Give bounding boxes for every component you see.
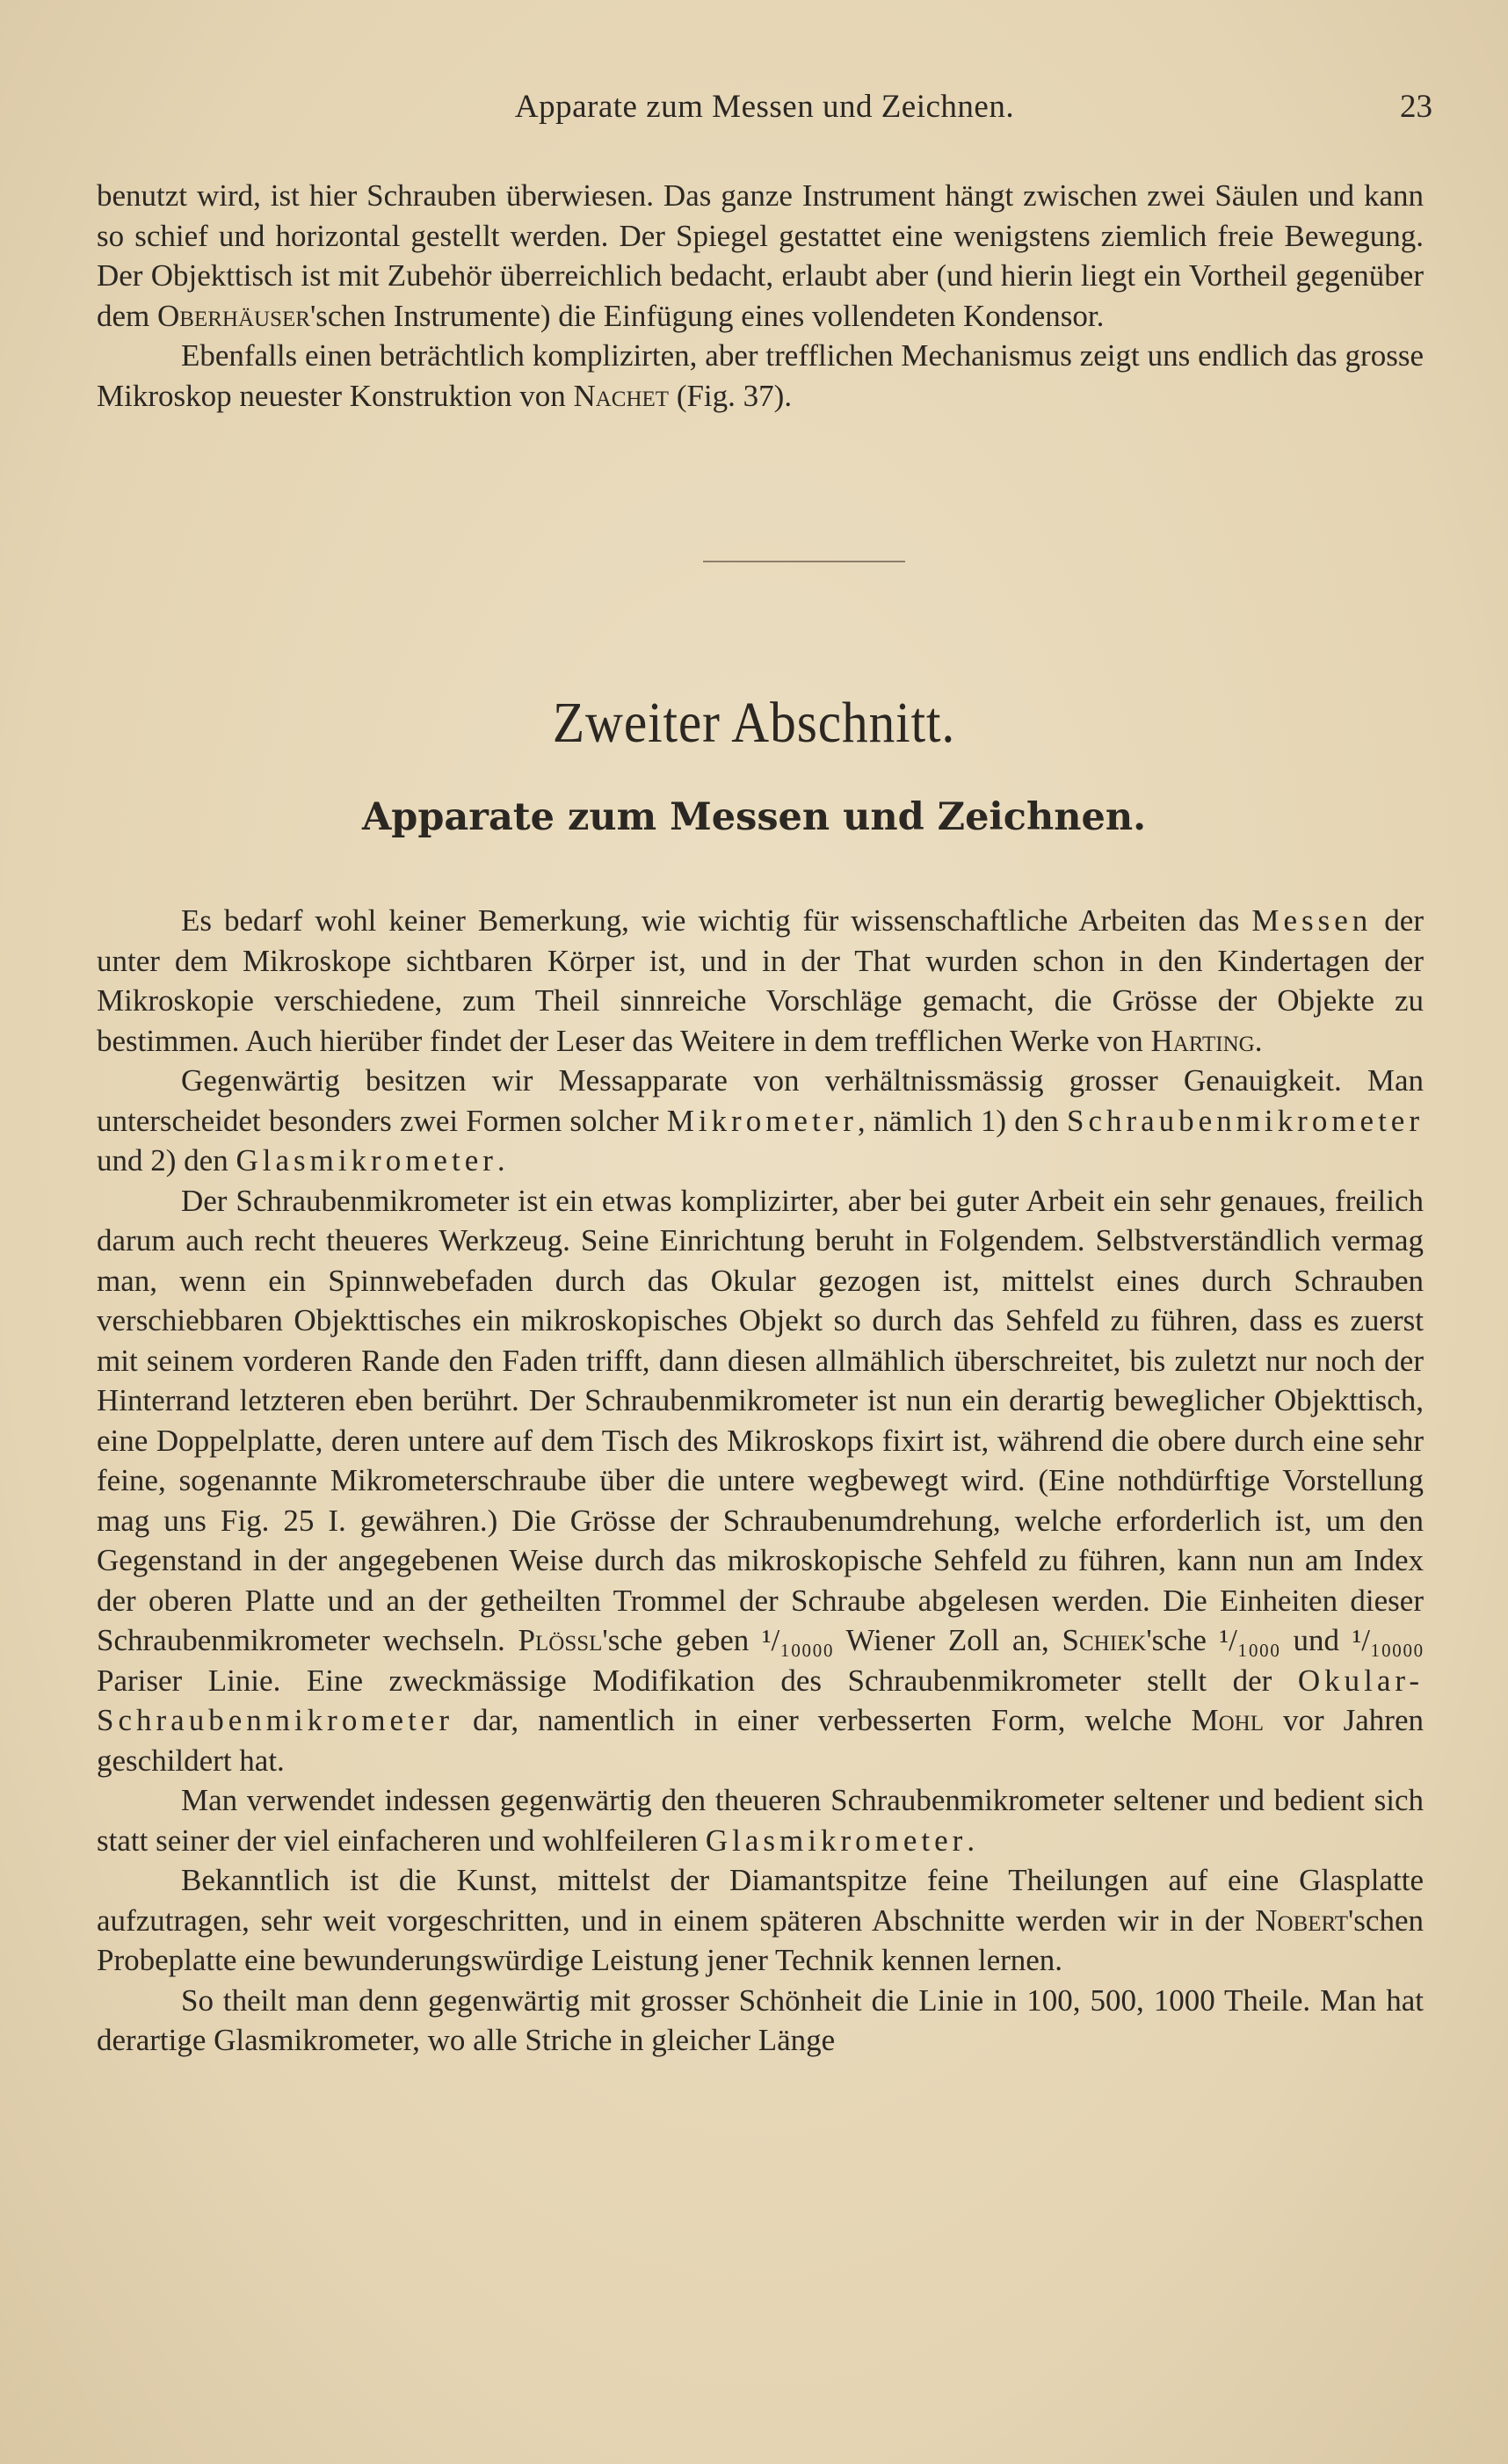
paragraph-continuation bbox=[97, 176, 1424, 336]
text-run: . bbox=[1254, 1023, 1263, 1058]
text-run: Es bedarf wohl keiner Bemerkung, wie wichtig für wissenschaftliche Arbeiten das bbox=[181, 903, 1252, 938]
text-run: Ebenfalls einen beträchtlich komplizirten, aber trefflichen Mechanismus zeigt uns endlich das grosse Mikroskop neuester Konstruktion von bbox=[97, 338, 1424, 413]
paragraph bbox=[97, 901, 1424, 1061]
text-run: und bbox=[1280, 1623, 1352, 1657]
text-run: Man verwendet indessen gegenwärtig den theueren Schraubenmikrometer seltener und bedient sich statt seiner der viel einfacheren und wohlfeileren bbox=[97, 1783, 1424, 1858]
section-subtitle: Apparate zum Messen und Zeichnen. bbox=[361, 795, 1147, 839]
spaced-term: Glasmikrometer bbox=[236, 1143, 497, 1178]
paragraph bbox=[97, 1061, 1424, 1181]
text-run: 'sche geben bbox=[602, 1623, 763, 1657]
paragraph: So theilt man denn gegenwärtig mit grosser Schönheit die Linie in 100, 500, 1000 Theile. Man hat derartige Glasmikrometer, wo alle Striche in gleicher Länge bbox=[97, 1982, 1424, 2057]
spaced-term: Mikrometer bbox=[666, 1103, 858, 1138]
text-run: benutzt wird, ist hier Schrauben überwiesen. Das ganze Instrument hängt zwischen zwei Säulen und kann so schief und horizontal gestellt werden. Der Spiegel gestattet eine wenigstens ziemlich freie Bewegung. Der Objekttisch ist mit Zubehör überreichlich bedacht, erlaubt aber (und hierin liegt ein Vortheil gegenüber dem bbox=[97, 178, 1424, 333]
text-run: der unter dem Mikroskope sichtbaren Körper ist, und in der That wurden schon in den Kindertagen der Mikroskopie verschiedene, zum Theil sinnreiche Vorschläge gemacht, die Grösse der Objekte zu bestimmen. Auch hierüber findet der Leser das Weitere in dem trefflichen Werke von bbox=[97, 903, 1424, 1058]
text-run: . bbox=[967, 1823, 975, 1858]
author-name: Oberhäuser bbox=[157, 298, 310, 333]
paragraph bbox=[97, 1181, 1424, 1781]
author-name: Nachet bbox=[573, 378, 670, 413]
paragraph bbox=[97, 1780, 1424, 1860]
author-name: Mohl bbox=[1191, 1703, 1264, 1737]
text-run: Wiener Zoll an, bbox=[833, 1623, 1062, 1657]
text-run: und 2) den bbox=[97, 1143, 236, 1178]
page-header bbox=[97, 88, 1432, 141]
author-name: Harting bbox=[1150, 1023, 1255, 1058]
fraction: ¹/₁₀₀₀₀ bbox=[762, 1623, 834, 1657]
spaced-term: Glasmikrometer bbox=[705, 1823, 968, 1858]
text-run: 'schen Probeplatte eine bewunderungswürdige Leistung jener Technik kennen lernen. bbox=[97, 1902, 1424, 1977]
spaced-term: Messen bbox=[1251, 903, 1373, 938]
spaced-term: Schraubenmikrometer bbox=[1066, 1103, 1424, 1138]
text-run: Gegenwärtig besitzen wir Messapparate von verhältnissmässig grosser Genauigkeit. Man unterscheidet besonders zwei Formen solcher bbox=[97, 1063, 1424, 1138]
paragraph bbox=[97, 1860, 1424, 1981]
fraction: ¹/₁₀₀₀ bbox=[1219, 1623, 1280, 1657]
text-run: 'sche bbox=[1146, 1623, 1220, 1657]
page-number: 23 bbox=[1400, 89, 1432, 125]
top-text-block bbox=[97, 176, 1424, 416]
section-divider bbox=[703, 561, 905, 562]
text-run: vor Jahren geschildert hat. bbox=[97, 1703, 1424, 1778]
spaced-term: Okular-Schraubenmikrometer bbox=[97, 1663, 1424, 1737]
text-run: dar, namentlich in einer verbesserten Form, welche bbox=[453, 1703, 1192, 1737]
author-name: Nobert bbox=[1255, 1902, 1348, 1938]
body-text bbox=[97, 901, 1424, 2061]
fraction: ¹/₁₀₀₀₀ bbox=[1352, 1623, 1425, 1657]
author-name: Schiek bbox=[1062, 1623, 1147, 1657]
text-run: Der Schraubenmikrometer ist ein etwas komplizirter, aber bei guter Arbeit ein sehr genaues, freilich darum auch recht theueres Werkzeug. Seine Einrichtung beruht in Folgendem. Selbstverständlich vermag man, wenn ein Spinnwebefaden durch das Okular gezogen ist, mittelst eines durch Schrauben verschiebbaren Objekttisches ein mikroskopisches Objekt so durch das Sehfeld zu führen, dass es zuerst mit seinem vorderen Rande den Faden trifft, dann diesen allmählich überschreitet, bis zuletzt nur noch der Hinterrand letzteren eben berührt. Der Schraubenmikrometer ist nun ein derartig beweglicher Objekttisch, eine Doppelplatte, deren untere auf dem Tisch des Mikroskops fixirt ist, während die obere durch eine sehr feine, sogenannte Mikrometerschraube über die untere wegbewegt wird. (Eine nothdürftige Vorstellung mag uns Fig. 25 I. gewähren.) Die Grösse der Schraubenumdrehung, welche erforderlich ist, um den Gegenstand in der angegebenen Weise durch das mikroskopische Sehfeld zu führen, kann nun am Index der oberen Platte und an der getheilten Trommel der Schraube abgelesen werden. Die Einheiten dieser Schraubenmikrometer wechseln. bbox=[97, 1183, 1424, 1657]
author-name: Plössl bbox=[518, 1623, 603, 1657]
text-run: . bbox=[497, 1143, 505, 1178]
text-run: 'schen Instrumente) die Einfügung eines vollendeten Kondensor. bbox=[309, 298, 1105, 333]
text-run: (Fig. 37). bbox=[669, 378, 793, 413]
running-title: Apparate zum Messen und Zeichnen. bbox=[514, 89, 1015, 125]
text-run: Bekanntlich ist die Kunst, mittelst der Diamantspitze feine Theilungen auf eine Glasplatte aufzutragen, sehr weit vorgeschritten, und in einem späteren Abschnitte werden wir in der bbox=[97, 1863, 1424, 1938]
paragraph bbox=[97, 336, 1424, 416]
text-run: , nämlich 1) den bbox=[857, 1103, 1067, 1138]
section-title: Zweiter Abschnitt. bbox=[552, 691, 956, 755]
text-run: Pariser Linie. Eine zweckmässige Modifikation des Schraubenmikrometer stellt der bbox=[97, 1663, 1298, 1698]
